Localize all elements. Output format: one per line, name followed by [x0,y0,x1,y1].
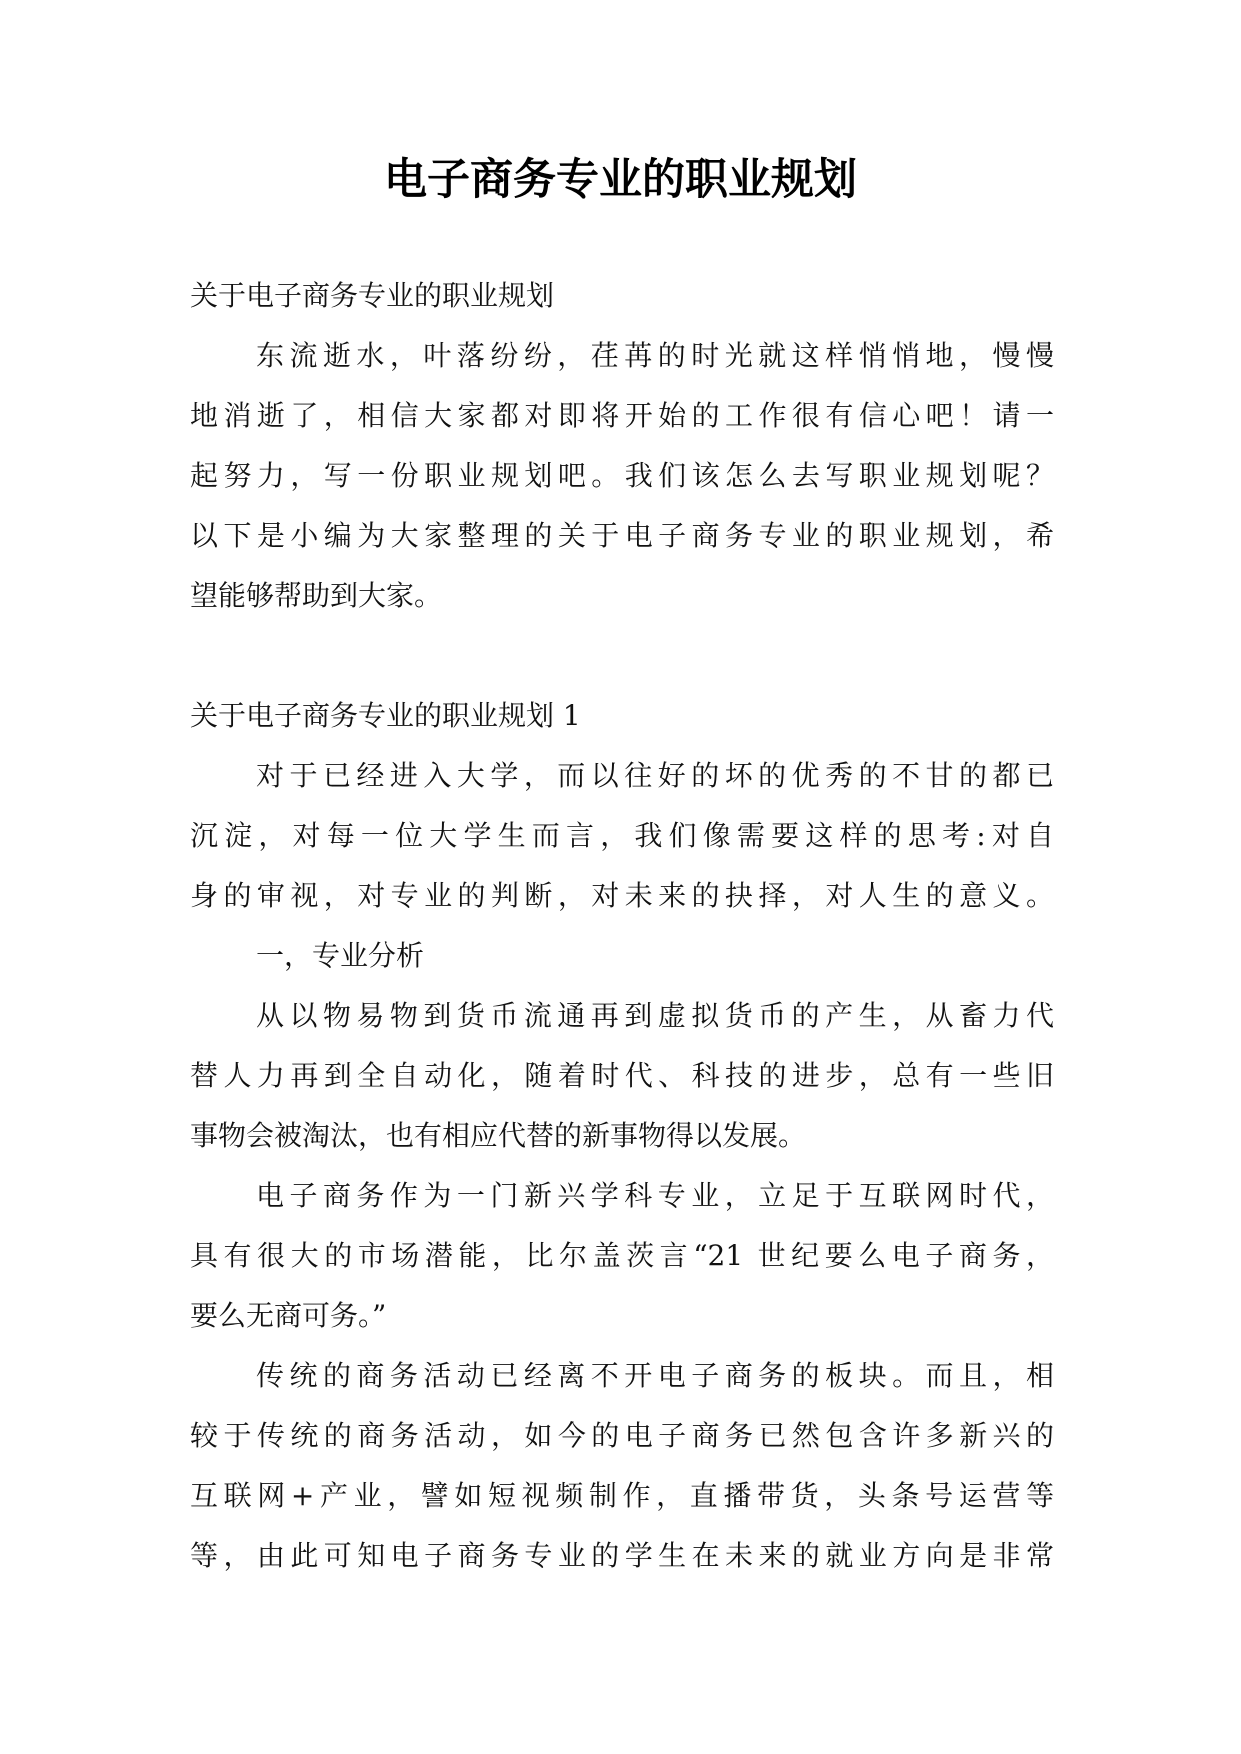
paragraph-line: 具有很大的市场潜能，比尔盖茨言“21 世纪要么电子商务， [190,1239,1054,1272]
paragraph-line: 较于传统的商务活动，如今的电子商务已然包含许多新兴的 [190,1419,1054,1452]
paragraph-2 [190,986,1054,1166]
paragraph-line: 起努力，写一份职业规划吧。我们该怎么去写职业规划呢？ [190,459,1054,492]
document-subtitle: 关于电子商务专业的职业规划 [190,279,555,312]
section-heading: 关于电子商务专业的职业规划 1 [190,699,581,732]
paragraph-line: 互联网+产业，譬如短视频制作，直播带货，头条号运营等 [190,1479,1054,1512]
paragraph-line: 传统的商务活动已经离不开电子商务的板块。而且，相 [256,1359,1054,1392]
paragraph-1 [190,746,1054,926]
paragraph-4 [190,1346,1054,1586]
paragraph-spacer [190,626,1054,686]
document-title: 电子商务专业的职业规划 [384,155,857,205]
paragraph-line: 电子商务作为一门新兴学科专业，立足于互联网时代， [256,1179,1054,1212]
paragraph-line: 身的审视，对专业的判断，对未来的抉择，对人生的意义。 [190,879,1054,912]
paragraph-line: 地消逝了，相信大家都对即将开始的工作很有信心吧！请一 [190,399,1054,432]
paragraph-line: 等，由此可知电子商务专业的学生在未来的就业方向是非常 [190,1539,1054,1572]
paragraph-line: 沉淀，对每一位大学生而言，我们像需要这样的思考:对自 [190,819,1054,852]
paragraph-line: 以下是小编为大家整理的关于电子商务专业的职业规划，希 [190,519,1054,552]
paragraph-line: 对于已经进入大学，而以往好的坏的优秀的不甘的都已 [256,759,1054,792]
paragraph-line: 替人力再到全自动化，随着时代、科技的进步，总有一些旧 [190,1059,1054,1092]
paragraph-line: 望能够帮助到大家。 [190,579,443,612]
intro-paragraph [190,326,1054,626]
paragraph-line: 要么无商可务。” [190,1299,387,1332]
paragraph-line: 事物会被淘汰，也有相应代替的新事物得以发展。 [190,1119,807,1152]
sub-heading: 一，专业分析 [256,939,425,972]
paragraph-line: 东流逝水，叶落纷纷，荏苒的时光就这样悄悄地，慢慢 [256,339,1054,372]
document-body [190,266,1054,1586]
paragraph-line: 从以物易物到货币流通再到虚拟货币的产生，从畜力代 [256,999,1054,1032]
paragraph-3 [190,1166,1054,1346]
